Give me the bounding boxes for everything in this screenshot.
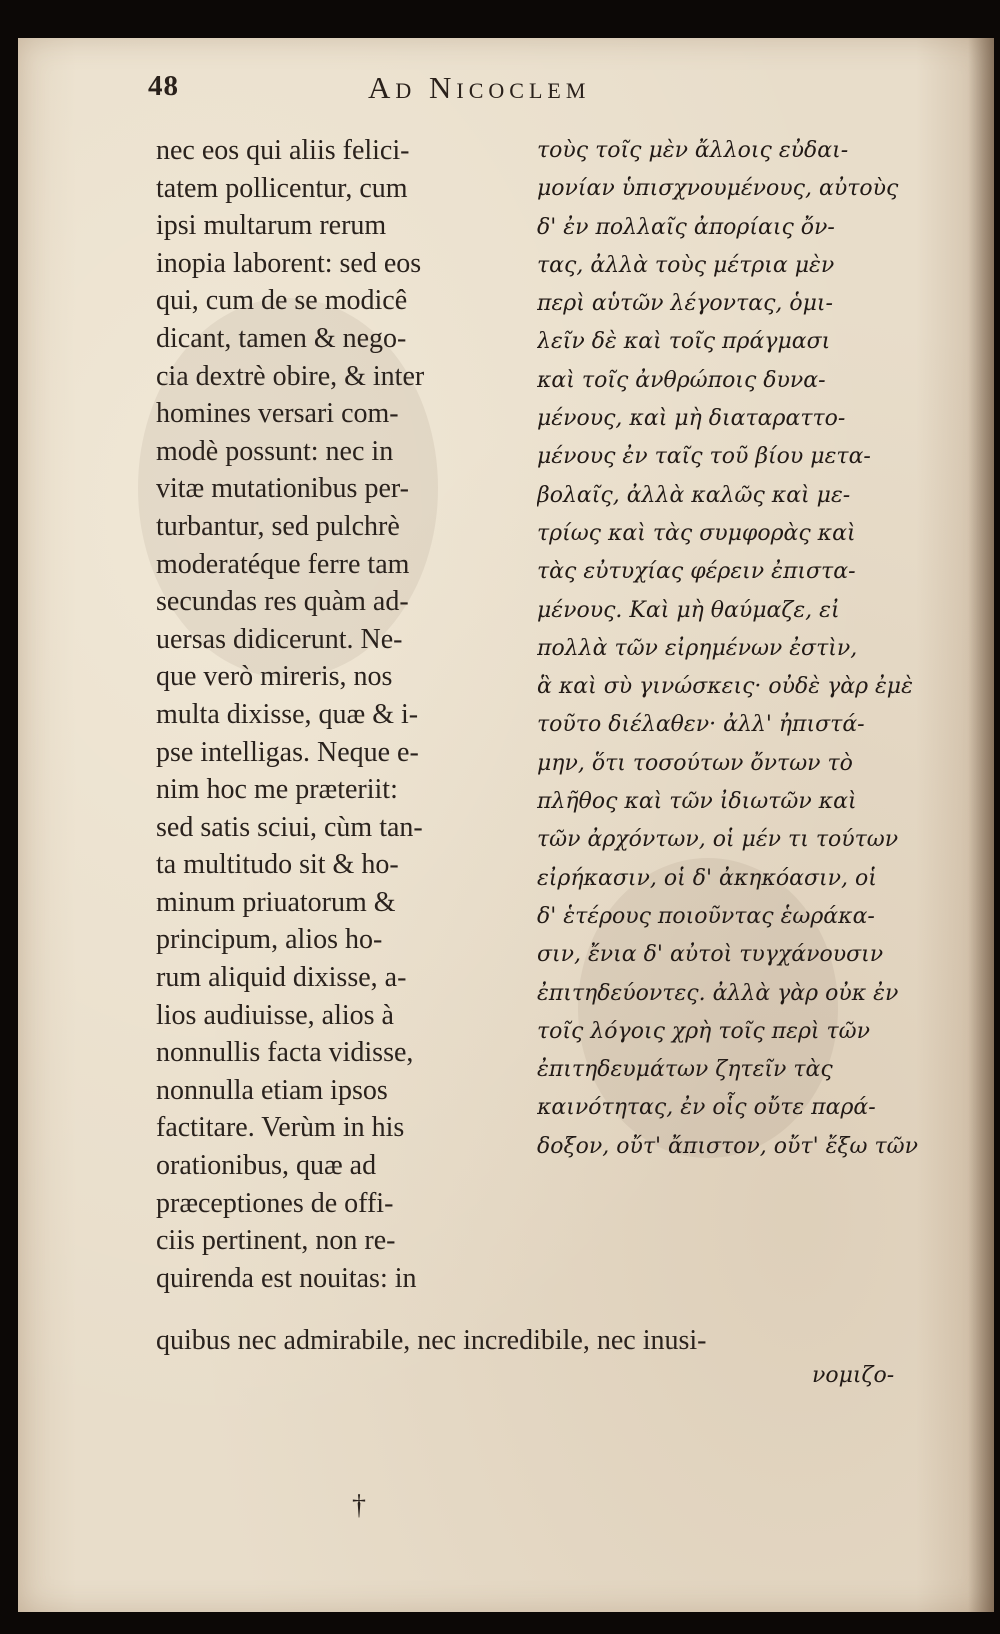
greek-text-line: τὰς εὐτυχίας φέρειν ἐπιστα- (537, 559, 856, 585)
latin-text-line: nonnulla etiam ipsos (156, 1074, 388, 1106)
greek-text-line: δ' ἑτέρους ποιοῦντας ἑωράκα- (537, 903, 875, 929)
greek-text-line: σιν, ἔνια δ' αὐτοὶ τυγχάνουσιν (537, 942, 884, 968)
greek-text-line: μην, ὅτι τοσούτων ὄντων τὸ (537, 750, 853, 776)
latin-text-line: minum priuatorum & (156, 886, 396, 918)
latin-text-line: que verò mireris, nos (156, 661, 393, 693)
greek-text-line: εἰρήκασιν, οἱ δ' ἀκηκόασιν, οἱ (537, 865, 877, 891)
latin-text-line: ta multitudo sit & ho- (156, 849, 399, 881)
latin-text-line: inopia laborent: sed eos (156, 247, 422, 279)
latin-text-line: qui, cum de se modicê (156, 285, 408, 317)
latin-text-line: turbantur, sed pulchrè (156, 510, 400, 542)
latin-text-line: multa dixisse, quæ & i- (156, 698, 419, 730)
latin-text-line: sed satis sciui, cùm tan- (156, 811, 423, 843)
latin-text-line: ipsi multarum rerum (156, 210, 387, 242)
running-head: Ad Nicoclem (368, 70, 591, 105)
greek-text-line: ἐπιτηδευμάτων ζητεῖν τὰς (537, 1057, 833, 1083)
spine-shadow (968, 38, 994, 1612)
latin-text-line: modè possunt: nec in (156, 435, 394, 467)
latin-bottom-line: quibus nec admirabile, nec incredibile, nec inusi- (156, 1325, 707, 1356)
greek-text-line: ἃ καὶ σὺ γινώσκεις· οὐδὲ γὰρ ἐμὲ (537, 674, 913, 700)
greek-text-line: τῶν ἀρχόντων, οἱ μέν τι τούτων (537, 827, 899, 853)
latin-text-line: moderatéque ferre tam (156, 548, 410, 580)
greek-text-line: μένους. Καὶ μὴ θαύμαζε, εἰ (537, 597, 840, 623)
latin-text-line: uersas didicerunt. Ne- (156, 623, 403, 655)
greek-text-line: πλῆθος καὶ τῶν ἰδιωτῶν καὶ (537, 789, 857, 815)
latin-text-line: nonnullis facta vidisse, (156, 1037, 414, 1069)
latin-text-line: lios audiuisse, alios à (156, 999, 394, 1031)
latin-column (156, 132, 526, 1297)
latin-text-line: orationibus, quæ ad (156, 1150, 377, 1182)
greek-text-line: ἐπιτηδεύοντες. ἀλλὰ γὰρ οὐκ ἐν (537, 980, 899, 1006)
greek-text-line: λεῖν δὲ καὶ τοῖς πράγμασι (537, 329, 831, 355)
greek-text-line: τρίως καὶ τὰς συμφορὰς καὶ (537, 520, 856, 546)
latin-text-line: secundas res quàm ad- (156, 586, 409, 618)
latin-text-line: tatem pollicentur, cum (156, 172, 408, 204)
greek-text-line: πολλὰ τῶν εἰρημένων ἐστὶν, (537, 635, 858, 661)
greek-text-line: μένους, καὶ μὴ διαταραττο- (537, 406, 846, 432)
latin-text-line: factitare. Verùm in his (156, 1112, 405, 1144)
latin-text-line: quirenda est nouitas: in (156, 1262, 417, 1294)
latin-text-line: principum, alios ho- (156, 924, 383, 956)
greek-text-line: δ' ἐν πολλαῖς ἀπορίαις ὄν- (537, 214, 835, 240)
greek-text-line: τοὺς τοῖς μὲν ἄλλοις εὐδαι- (537, 138, 849, 163)
latin-text-line: ciis pertinent, non re- (156, 1225, 396, 1257)
catchword: νομιζο- (812, 1363, 895, 1388)
greek-text-line: καὶ τοῖς ἀνθρώποις δυνα- (537, 367, 826, 393)
greek-text-line: τοῖς λόγοις χρὴ τοῖς περὶ τῶν (537, 1018, 870, 1044)
latin-text-line: rum aliquid dixisse, a- (156, 962, 407, 994)
latin-text-line: vitæ mutationibus per- (156, 473, 409, 505)
greek-text-line: μένους ἐν ταῖς τοῦ βίου μετα- (537, 444, 871, 470)
latin-text-line: homines versari com- (156, 398, 399, 430)
greek-text-line: δοξον, οὔτ' ἄπιστον, οὔτ' ἔξω τῶν (537, 1133, 918, 1159)
latin-text-line: dicant, tamen & nego- (156, 322, 407, 354)
latin-text-line: cia dextrè obire, & inter (156, 360, 425, 392)
signature-mark: † (352, 1490, 366, 1521)
greek-text-line: τας, ἀλλὰ τοὺς μέτρια μὲν (537, 252, 835, 278)
latin-text-line: nim hoc me præteriit: (156, 774, 398, 806)
page-number: 48 (148, 70, 179, 102)
greek-text-line: βολαῖς, ἀλλὰ καλῶς καὶ με- (537, 482, 851, 508)
page-header (0, 70, 1000, 110)
greek-text-line: καινότητας, ἐν οἷς οὔτε παρά- (537, 1095, 876, 1121)
greek-text-line: τοῦτο διέλαθεν· ἀλλ' ἠπιστά- (537, 712, 865, 738)
greek-column (537, 132, 919, 1166)
latin-text-line: præceptiones de offi- (156, 1187, 394, 1219)
latin-text-line: pse intelligas. Neque e- (156, 736, 419, 768)
greek-text-line: μονίαν ὑπισχνουμένους, αὐτοὺς (537, 176, 899, 202)
latin-text-line: nec eos qui aliis felici- (156, 135, 410, 166)
greek-text-line: περὶ αὑτῶν λέγοντας, ὁμι- (537, 291, 833, 317)
